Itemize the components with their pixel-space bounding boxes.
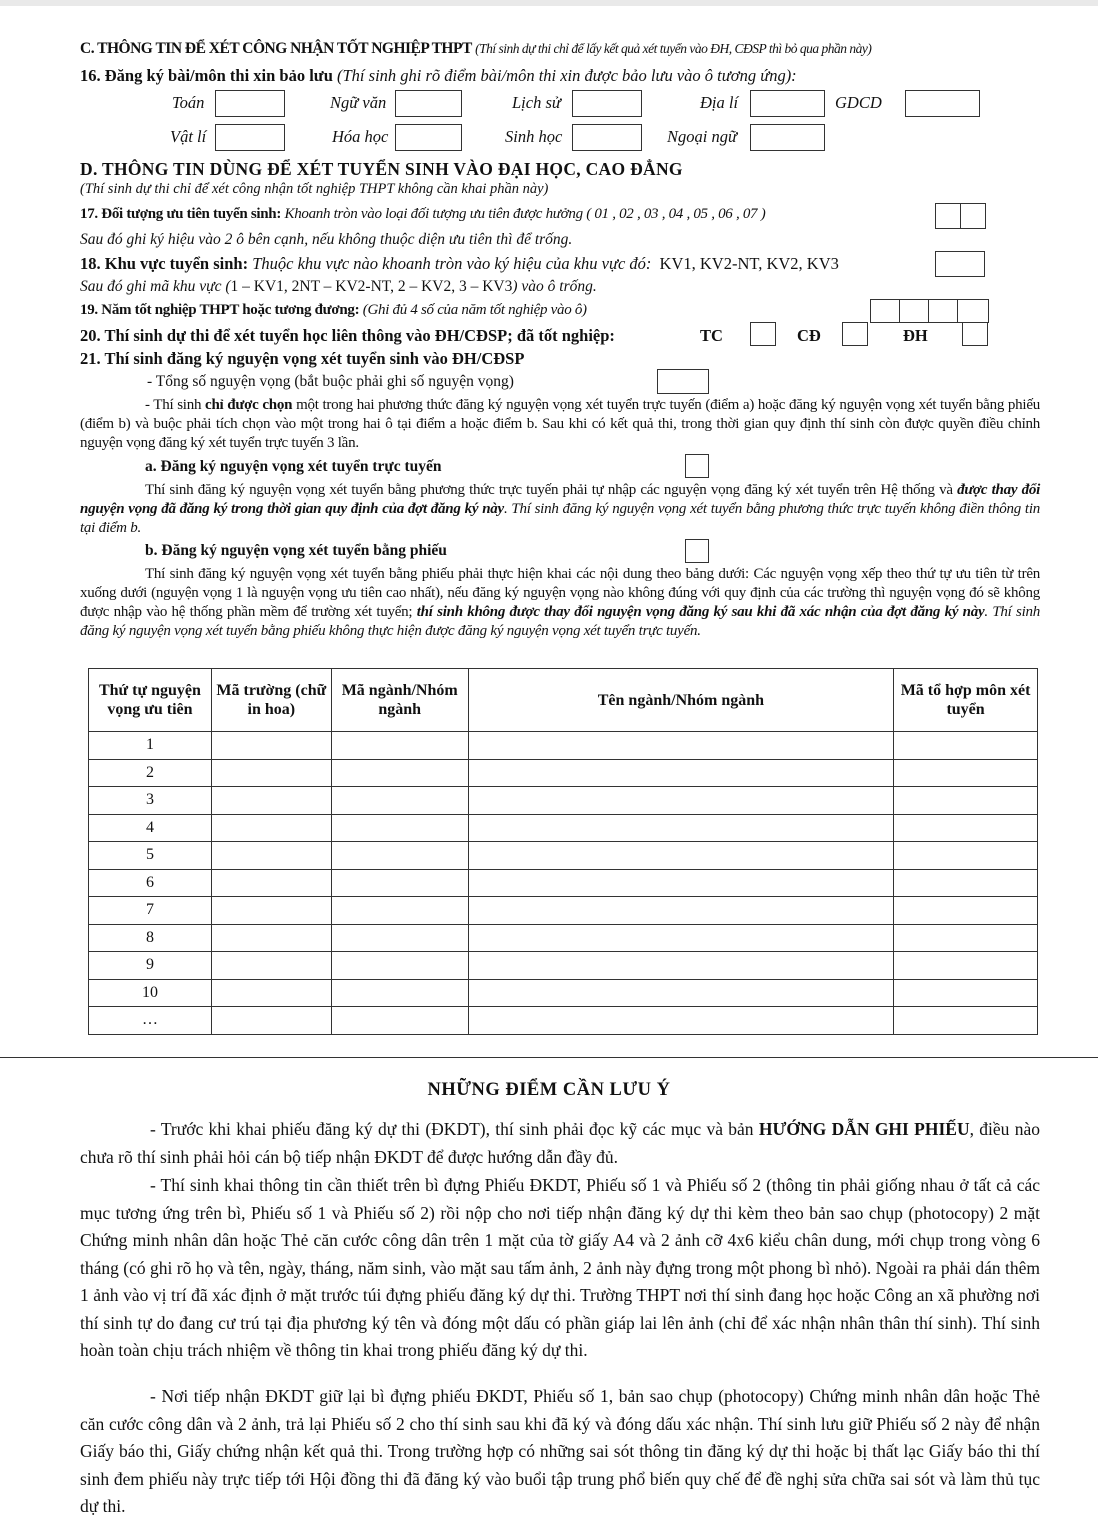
subject-label: Hóa học	[332, 127, 389, 146]
subject-label: Toán	[172, 93, 205, 112]
score-box-lich-su[interactable]	[572, 90, 642, 117]
row-number: 4	[89, 814, 212, 842]
school-code-cell[interactable]	[211, 952, 331, 980]
major-code-cell[interactable]	[331, 732, 468, 760]
row-number: 6	[89, 869, 212, 897]
table-row	[89, 787, 1038, 815]
table-row	[89, 952, 1038, 980]
school-code-cell[interactable]	[211, 759, 331, 787]
subject-label: Địa lí	[700, 93, 739, 112]
q18-instruction	[80, 278, 597, 296]
major-code-cell[interactable]	[331, 897, 468, 925]
score-box-hoa-hoc[interactable]	[395, 124, 462, 151]
major-code-cell[interactable]	[331, 814, 468, 842]
major-name-cell[interactable]	[468, 869, 893, 897]
q16-hint: (Thí sinh ghi rõ điểm bài/môn thi xin được bảo lưu vào ô tương ứng):	[337, 66, 797, 85]
score-box-toan[interactable]	[215, 90, 285, 117]
section-c-title: C. THÔNG TIN ĐỂ XÉT CÔNG NHẬN TỐT NGHIỆP THPT	[80, 40, 472, 57]
year-digit-box-1[interactable]	[870, 299, 900, 323]
notes-p1-a: - Trước khi khai phiếu đăng ký dự thi (ĐKDT), thí sinh phải đọc kỹ các mục và bản	[150, 1119, 759, 1139]
table-row	[89, 732, 1038, 760]
cd-checkbox[interactable]	[842, 322, 868, 346]
score-box-ngu-van[interactable]	[395, 90, 462, 117]
major-code-cell[interactable]	[331, 1007, 468, 1035]
option-b-text-3: . Thí sinh đăng ký nguyện vọng xét tuyển bằng phiếu không thực hiện được đăng ký nguyện vọng xét tuyển trực tuyến.	[80, 604, 1040, 639]
table-row	[89, 979, 1038, 1007]
online-registration-checkbox[interactable]	[685, 454, 709, 478]
total-wishes-box[interactable]	[657, 369, 709, 394]
q21-total-label: - Tổng số nguyện vọng (bắt buộc phải ghi số nguyện vọng)	[147, 373, 514, 390]
section-d-note: (Thí sinh dự thi chỉ để xét công nhận tốt nghiệp THPT không cần khai phần này)	[80, 181, 549, 197]
major-name-cell[interactable]	[468, 952, 893, 980]
combo-code-cell[interactable]	[894, 1007, 1038, 1035]
row-number: 2	[89, 759, 212, 787]
q20-label: 20. Thí sinh dự thi để xét tuyển học liên thông vào ĐH/CĐSP; đã tốt nghiệp:	[80, 326, 615, 345]
q18-area-codes: 1 – KV1, 2NT – KV2-NT, 2 – KV2, 3 – KV3	[230, 278, 513, 295]
notes-title: NHỮNG ĐIỂM CẦN LƯU Ý	[427, 1080, 671, 1100]
q19-line	[80, 302, 587, 319]
table-row	[89, 1007, 1038, 1035]
major-code-cell[interactable]	[331, 759, 468, 787]
q19-label: 19. Năm tốt nghiệp THPT hoặc tương đương:	[80, 302, 360, 318]
q18-line	[80, 254, 839, 274]
subject-label: GDCD	[835, 93, 882, 112]
major-name-cell[interactable]	[468, 979, 893, 1007]
option-b-title: b. Đăng ký nguyện vọng xét tuyển bằng phiếu	[145, 542, 447, 559]
q18-label: 18. Khu vực tuyển sinh:	[80, 254, 249, 273]
section-c-note: (Thí sinh dự thi chỉ để lấy kết quả xét tuyển vào ĐH, CĐSP thì bỏ qua phần này)	[475, 41, 872, 56]
major-code-cell[interactable]	[331, 787, 468, 815]
school-code-cell[interactable]	[211, 732, 331, 760]
year-digit-box-4[interactable]	[957, 299, 989, 323]
table-row	[89, 759, 1038, 787]
notes-paragraph-2: - Thí sinh khai thông tin cần thiết trên bì đựng Phiếu ĐKDT, Phiếu số 1 và Phiếu số 2 (thông tin phải giống nhau ở tất cả các mục tương ứng trên bì, Phiếu số 1 và Phiếu số 2) rồi nộp cho nơi tiếp nhận đăng ký dự thi kèm theo bản sao chụp (photocopy) 2 mặt Chứng minh nhân dân hoặc Thẻ căn cước công dân trên 1 mặt của tờ giấy A4 và 2 ảnh cỡ 4x6 kiểu chân dung, mới chụp trong vòng 6 tháng (có ghi rõ họ và tên, ngày, tháng, năm sinh, vào mặt sau tấm ảnh, 2 ảnh này đựng trong một phong bì nhỏ). Ngoài ra phải dán thêm 1 ảnh vào vị trí đã xác định ở mặt trước túi đựng phiếu đăng ký dự thi. Trường THPT nơi thí sinh đang học hoặc Công an xã phường nơi thí sinh tự do đang cư trú tại địa phương ký tên và đóng một dấu có phần giáp lai lên ảnh (chỉ để xác nhận nhân thân thí sinh). Thí sinh hoàn toàn chịu trách nhiệm về thông tin khai trong phiếu đăng ký dự thi.	[80, 1175, 1040, 1360]
option-a-text-3: . Thí sinh đăng ký nguyện vọng xét tuyển bằng phương thức trực tuyến không điền thông tin tại điểm b.	[80, 501, 1041, 536]
q17-hint: Khoanh tròn vào loại đối tượng ưu tiên được hưởng ( 01 , 02 , 03 , 04 , 05 , 06 , 07 )	[284, 206, 766, 222]
q21-para-emphasis: chỉ được chọn	[205, 397, 293, 413]
row-number: 10	[89, 979, 212, 1007]
score-box-ngoai-ngu[interactable]	[750, 124, 825, 151]
dh-checkbox[interactable]	[962, 322, 988, 346]
q21-para-a: - Thí sinh	[145, 397, 206, 413]
header-major-name: Tên ngành/Nhóm ngành	[468, 669, 893, 732]
school-code-cell[interactable]	[211, 897, 331, 925]
major-code-cell[interactable]	[331, 952, 468, 980]
paper-registration-checkbox[interactable]	[685, 539, 709, 563]
table-row	[89, 924, 1038, 952]
subject-label: Vật lí	[170, 127, 207, 146]
year-digit-box-3[interactable]	[928, 299, 958, 323]
row-number: 5	[89, 842, 212, 870]
top-edge	[0, 0, 1098, 6]
header-school-code: Mã trường (chữ in hoa)	[211, 669, 331, 732]
header-major-code: Mã ngành/Nhóm ngành	[331, 669, 468, 732]
section-d-title: D. THÔNG TIN DÙNG ĐỂ XÉT TUYỂN SINH VÀO ĐẠI HỌC, CAO ĐẲNG	[80, 159, 683, 179]
subject-label: Lịch sử	[512, 93, 561, 112]
combo-code-cell[interactable]	[894, 897, 1038, 925]
school-code-cell[interactable]	[211, 924, 331, 952]
area-code-box[interactable]	[935, 251, 985, 277]
table-row	[89, 869, 1038, 897]
q21-method-paragraph	[80, 396, 1040, 453]
row-number: 9	[89, 952, 212, 980]
q21-label: 21. Thí sinh đăng ký nguyện vọng xét tuyển sinh vào ĐH/CĐSP	[80, 349, 525, 368]
q16-label: 16. Đăng ký bài/môn thi xin bảo lưu	[80, 66, 333, 85]
option-a-paragraph	[80, 481, 1040, 538]
q20-option-tc: TC	[700, 326, 723, 345]
score-box-sinh-hoc[interactable]	[572, 124, 642, 151]
combo-code-cell[interactable]	[894, 814, 1038, 842]
option-a-text-emphasis: được thay đổi nguyện vọng đã đăng ký trong thời gian quy định của đợt đăng ký này	[80, 482, 1041, 517]
major-name-cell[interactable]	[468, 759, 893, 787]
q17-instruction: Sau đó ghi ký hiệu vào 2 ô bên cạnh, nếu không thuộc diện ưu tiên thì để trống.	[80, 231, 573, 248]
major-name-cell[interactable]	[468, 897, 893, 925]
q18-instruction-a: Sau đó ghi mã khu vực (	[80, 278, 231, 295]
subject-label: Ngoại ngữ	[667, 127, 737, 146]
major-code-cell[interactable]	[331, 842, 468, 870]
score-box-dia-li[interactable]	[750, 90, 825, 117]
notes-paragraph-1	[80, 1116, 1040, 1171]
row-number: 8	[89, 924, 212, 952]
year-digit-box-2[interactable]	[899, 299, 929, 323]
row-number: 3	[89, 787, 212, 815]
combo-code-cell[interactable]	[894, 869, 1038, 897]
row-number: 1	[89, 732, 212, 760]
combo-code-cell[interactable]	[894, 759, 1038, 787]
row-number: …	[89, 1007, 212, 1035]
q16-line	[80, 66, 797, 86]
major-name-cell[interactable]	[468, 924, 893, 952]
q17-label: 17. Đối tượng ưu tiên tuyển sinh:	[80, 206, 282, 222]
wish-table	[88, 668, 1038, 1035]
q17-line	[80, 206, 765, 223]
tc-checkbox[interactable]	[750, 322, 776, 346]
section-divider	[0, 1057, 1098, 1058]
score-box-vat-li[interactable]	[215, 124, 285, 151]
notes-p1-c: , điều nào chưa rõ thí sinh phải hỏi cán bộ tiếp nhận ĐKDT để được hướng dẫn đầy đủ.	[80, 1119, 1040, 1167]
option-b-paragraph	[80, 565, 1040, 641]
major-code-cell[interactable]	[331, 979, 468, 1007]
school-code-cell[interactable]	[211, 869, 331, 897]
wish-table-header	[89, 669, 1038, 732]
notes-paragraph-3: - Nơi tiếp nhận ĐKDT giữ lại bì đựng phiếu ĐKDT, Phiếu số 1, bản sao chụp (photocopy) Chứng minh nhân dân hoặc Thẻ căn cước công dân và 2 ảnh, trả lại Phiếu số 2 cho thí sinh sau khi đã ký và đóng dấu xác nhận. Thí sinh lưu giữ Phiếu số 2 này để nhận Giấy báo thi, Giấy chứng nhận kết quả thi. Trong trường hợp có những sai sót thông tin đăng ký dự thi hoặc bị thất lạc Giấy báo thi thí sinh đem phiếu này trực tiếp tới Hội đồng thi đã đăng ký vào buổi tập trung phổ biến quy chế để đề nghị sửa chữa sai sót và làm thủ tục dự thi.	[80, 1386, 1040, 1516]
school-code-cell[interactable]	[211, 979, 331, 1007]
combo-code-cell[interactable]	[894, 979, 1038, 1007]
subject-label: Sinh học	[505, 127, 563, 146]
major-code-cell[interactable]	[331, 869, 468, 897]
option-b-text-1: Thí sinh đăng ký nguyện vọng xét tuyển bằng phiếu phải thực hiện khai các nội dung theo bảng dưới: Các nguyện vọng xếp theo thứ tự ưu tiên từ trên xuống dưới (nguyện vọng 1 là nguyện vọng ưu tiên cao nhất), nếu đăng ký nguyện vọng nào không đúng với quy định của các trường thì nguyện vọng đó sẽ không được nhập vào hệ thống phần mềm để trường xét tuyển;	[80, 566, 1040, 620]
notes-p1-emphasis: HƯỚNG DẪN GHI PHIẾU	[758, 1119, 970, 1139]
header-subject-combo: Mã tổ hợp môn xét tuyển	[894, 669, 1038, 732]
option-a-title: a. Đăng ký nguyện vọng xét tuyển trực tuyến	[145, 458, 442, 475]
school-code-cell[interactable]	[211, 1007, 331, 1035]
major-name-cell[interactable]	[468, 1007, 893, 1035]
priority-code-box-2[interactable]	[960, 203, 986, 229]
row-number: 7	[89, 897, 212, 925]
table-row	[89, 842, 1038, 870]
combo-code-cell[interactable]	[894, 787, 1038, 815]
q20-option-dh: ĐH	[903, 326, 928, 345]
table-row	[89, 897, 1038, 925]
major-name-cell[interactable]	[468, 814, 893, 842]
q20-option-cd: CĐ	[797, 326, 821, 345]
major-name-cell[interactable]	[468, 787, 893, 815]
q19-hint: (Ghi đủ 4 số của năm tốt nghiệp vào ô)	[362, 302, 587, 318]
q21-para-c: một trong hai phương thức đăng ký nguyện vọng xét tuyển trực tuyến (điểm a) hoặc đăng ký nguyện vọng xét tuyển bằng phiếu (điểm b) và buộc phải tích chọn vào một trong hai ô tại điểm a hoặc điểm b. Sau khi có kết quả thi, trong thời gian quy định thí sinh còn được quyền điều chỉnh nguyện vọng đăng ký xét tuyển trực tuyến 3 lần.	[80, 397, 1040, 451]
q18-areas: KV1, KV2-NT, KV2, KV3	[659, 254, 839, 273]
section-c-heading	[80, 40, 871, 58]
q18-instruction-b: ) vào ô trống.	[512, 278, 597, 295]
option-b-text-emphasis: thí sinh không được thay đổi nguyện vọng đăng ký sau khi đã xác nhận của đợt đăng ký này	[416, 604, 985, 620]
combo-code-cell[interactable]	[894, 924, 1038, 952]
table-row	[89, 814, 1038, 842]
combo-code-cell[interactable]	[894, 732, 1038, 760]
major-name-cell[interactable]	[468, 842, 893, 870]
combo-code-cell[interactable]	[894, 952, 1038, 980]
q18-hint: Thuộc khu vực nào khoanh tròn vào ký hiệu của khu vực đó:	[252, 254, 652, 273]
score-box-gdcd[interactable]	[905, 90, 980, 117]
priority-code-box-1[interactable]	[935, 203, 961, 229]
option-a-text-1: Thí sinh đăng ký nguyện vọng xét tuyển bằng phương thức trực tuyến phải tự nhập các nguyện vọng đăng ký xét tuyển trên Hệ thống và	[145, 482, 958, 498]
major-code-cell[interactable]	[331, 924, 468, 952]
school-code-cell[interactable]	[211, 842, 331, 870]
subject-label: Ngữ văn	[330, 93, 387, 112]
header-priority: Thứ tự nguyện vọng ưu tiên	[89, 669, 212, 732]
combo-code-cell[interactable]	[894, 842, 1038, 870]
major-name-cell[interactable]	[468, 732, 893, 760]
school-code-cell[interactable]	[211, 814, 331, 842]
school-code-cell[interactable]	[211, 787, 331, 815]
